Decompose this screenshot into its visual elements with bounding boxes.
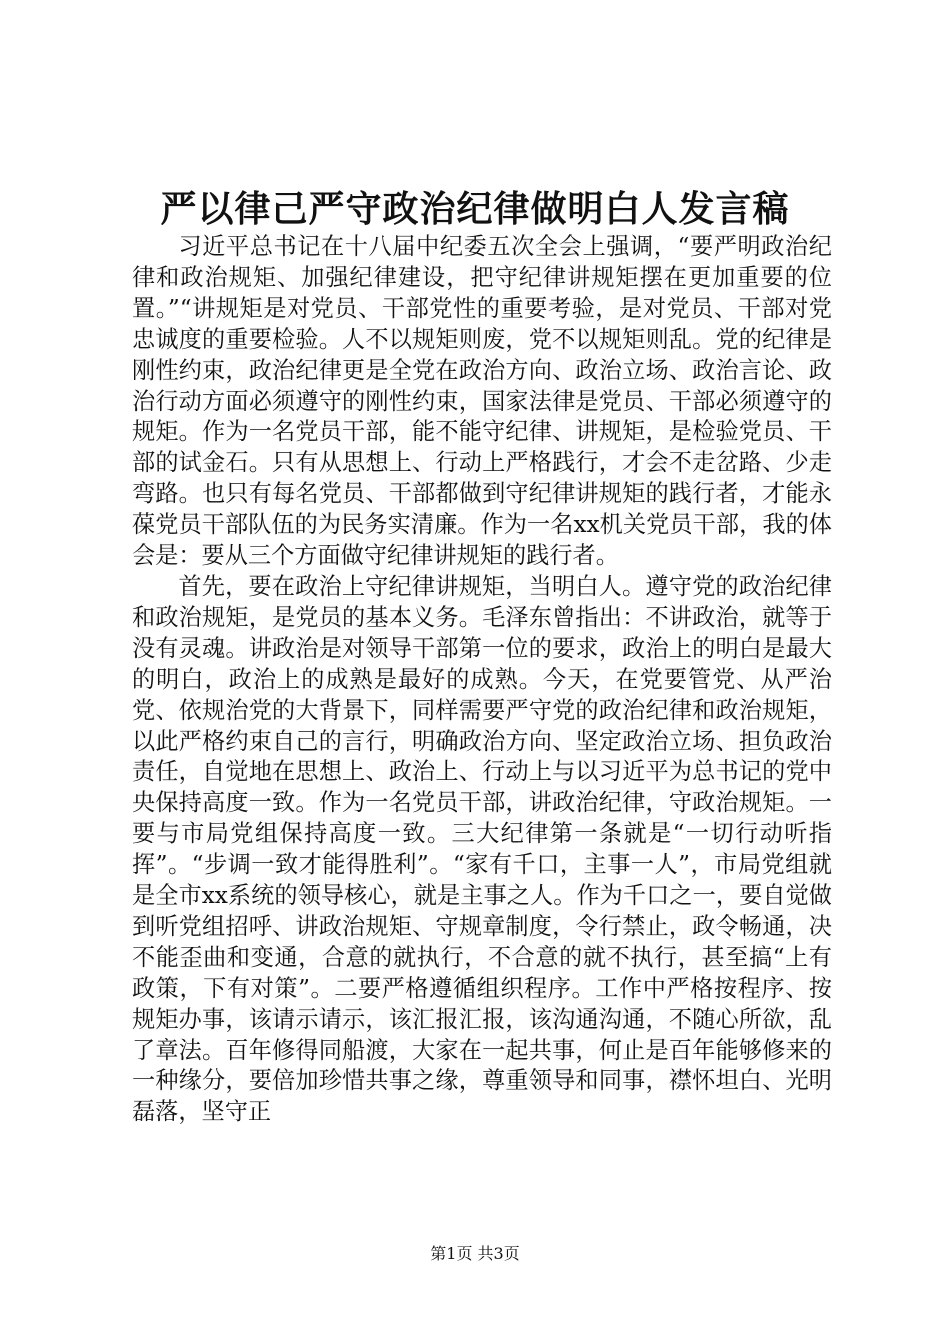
paragraph-1: 习近平总书记在十八届中纪委五次全会上强调，“要严明政治纪律和政治规矩、加强纪律建设，把守纪律讲规矩摆在更加重要的位置。”“讲规矩是对党员、干部党性的重要考验，是对党员、干部对党忠诚度的重要检验。人不以规矩则废，党不以规矩则乱。党的纪律是刚性约束，政治纪律更是全党在政治方向、政治立场、政治言论、政治行动方面必须遵守的刚性约束，国家法律是党员、干部必须遵守的规矩。作为一名党员干部，能不能守纪律、讲规矩，是检验党员、干部的试金石。只有从思想上、行动上严格践行，才会不走岔路、少走弯路。也只有每名党员、干部都做到守纪律讲规矩的践行者，才能永葆党员干部队伍的为民务实清廉。作为一名xx机关党员干部，我的体会是：要从三个方面做守纪律讲规矩的践行者。: [132, 233, 832, 570]
paragraph-2: 首先，要在政治上守纪律讲规矩，当明白人。遵守党的政治纪律和政治规矩，是党员的基本义务。毛泽东曾指出：不讲政治，就等于没有灵魂。讲政治是对领导干部第一位的要求，政治上的明白是最大的明白，政治上的成熟是最好的成熟。今天，在党要管党、从严治党、依规治党的大背景下，同样需要严守党的政治纪律和政治规矩，以此严格约束自己的言行，明确政治方向、坚定政治立场、担负政治责任，自觉地在思想上、政治上、行动上与以习近平为总书记的党中央保持高度一致。作为一名党员干部，讲政治纪律，守政治规矩。一要与市局党组保持高度一致。三大纪律第一条就是“一切行动听指挥”。“步调一致才能得胜利”。“家有千口，主事一人”，市局党组就是全市xx系统的领导核心，就是主事之人。作为千口之一，要自觉做到听党组招呼、讲政治规矩、守规章制度，令行禁止，政令畅通，决不能歪曲和变通，合意的就执行，不合意的就不执行，甚至搞“上有政策，下有对策”。二要严格遵循组织程序。工作中严格按程序、按规矩办事，该请示请示，该汇报汇报，该沟通沟通，不随心所欲，乱了章法。百年修得同船渡，大家在一起共事，何止是百年能够修来的一种缘分，要倍加珍惜共事之缘，尊重领导和同事，襟怀坦白、光明磊落，坚守正: [132, 572, 832, 1126]
document-title: 严以律己严守政治纪律做明白人发言稿: [160, 188, 790, 230]
page-number-footer: 第1页 共3页: [430, 1244, 520, 1263]
document-body: [132, 232, 832, 1182]
